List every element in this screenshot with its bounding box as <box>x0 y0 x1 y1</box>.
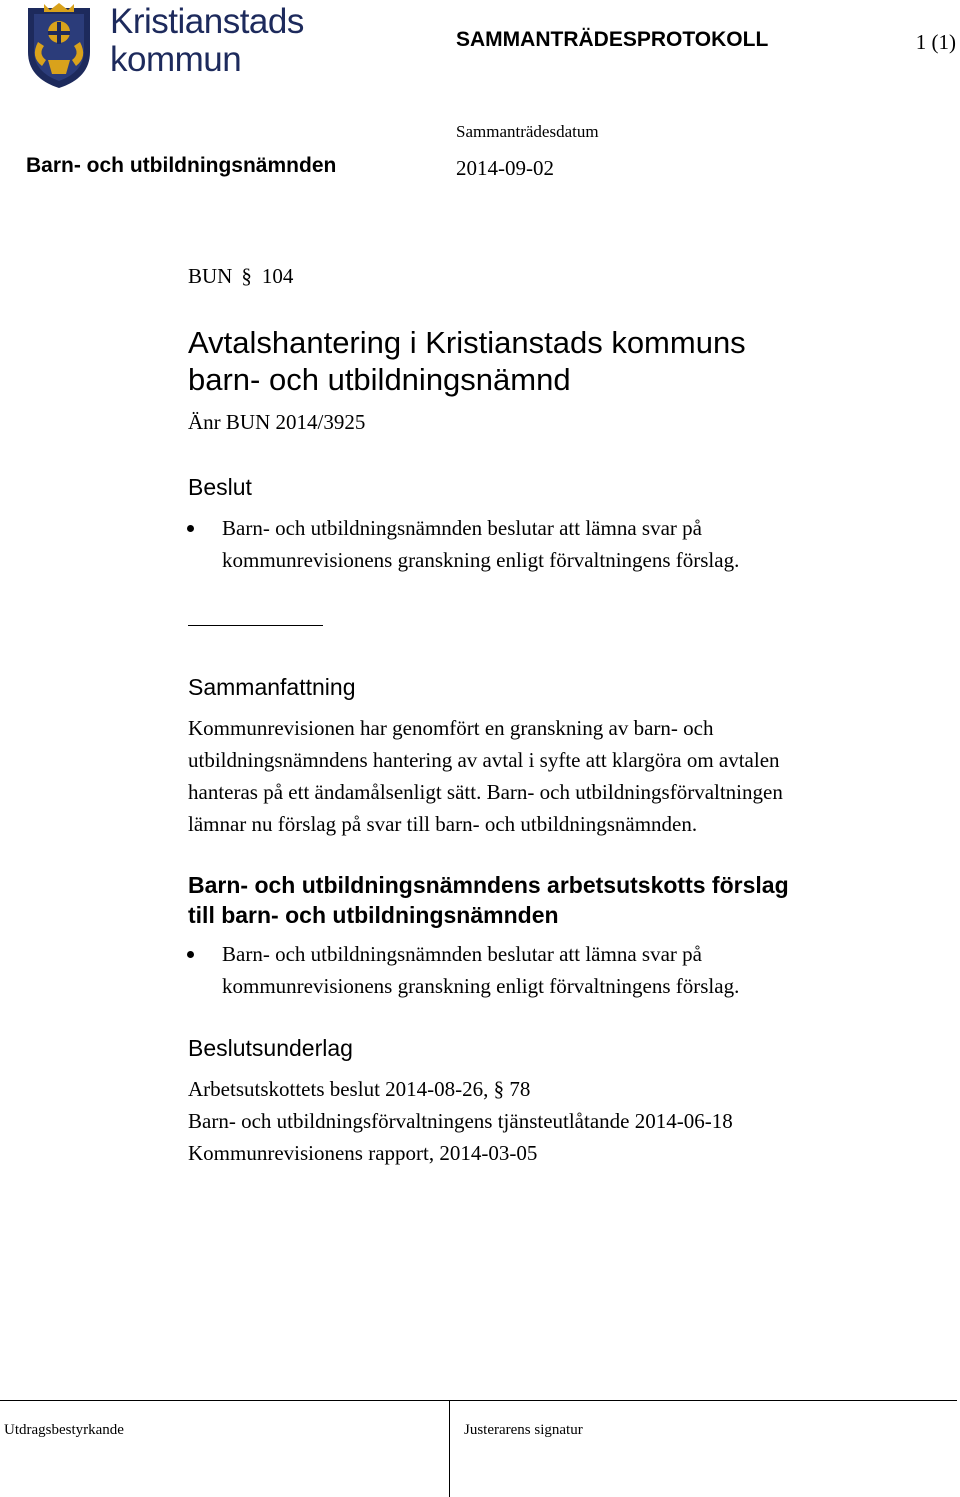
summary-line: Kommunrevisionen har genomfört en granskning av barn- och <box>188 716 714 740</box>
basis-item: Kommunrevisionens rapport, 2014-03-05 <box>188 1141 538 1165</box>
meeting-date-label: Sammanträdesdatum <box>456 122 599 141</box>
proposal-heading-line2: till barn- och utbildningsnämnden <box>188 902 559 928</box>
summary-line: lämnar nu förslag på svar till barn- och utbildningsnämnden. <box>188 812 698 836</box>
page-title <box>188 324 888 398</box>
proposal-bullet-line1: Barn- och utbildningsnämnden beslutar att lämna svar på <box>222 942 702 966</box>
decision-bullet-line1: Barn- och utbildningsnämnden beslutar att lämna svar på <box>222 516 702 540</box>
decision-bullet-line2: kommunrevisionens granskning enligt förvaltningens förslag. <box>222 548 740 572</box>
meeting-date: 2014-09-02 <box>456 156 554 180</box>
paragraph-number: 104 <box>261 264 294 288</box>
document-type: SAMMANTRÄDESPROTOKOLL <box>456 28 769 51</box>
proposal-heading-line1: Barn- och utbildningsnämndens arbetsutskotts förslag <box>188 872 789 898</box>
paragraph-id <box>188 264 888 289</box>
footer-divider <box>449 1400 450 1497</box>
basis-item: Arbetsutskottets beslut 2014-08-26, § 78 <box>188 1077 531 1101</box>
page-title-line2: barn- och utbildningsnämnd <box>188 362 571 397</box>
basis-item: Barn- och utbildningsförvaltningens tjänsteutlåtande 2014-06-18 <box>188 1109 733 1133</box>
summary-text <box>188 712 908 840</box>
coat-of-arms-icon <box>20 2 98 90</box>
municipality-logo <box>20 2 310 90</box>
footer-rule <box>0 1400 957 1401</box>
summary-heading: Sammanfattning <box>188 674 356 700</box>
registration-number: Änr BUN 2014/3925 <box>188 410 366 434</box>
proposal-bullet-line2: kommunrevisionens granskning enligt förvaltningens förslag. <box>222 974 740 998</box>
bullet-dot-icon <box>187 951 194 958</box>
logo-wordmark-line1: Kristianstads <box>110 2 304 41</box>
separator-line <box>188 625 323 626</box>
page-title-line1: Avtalshantering i Kristianstads kommuns <box>188 325 746 360</box>
logo-wordmark-line2: kommun <box>110 40 242 79</box>
summary-line: hanteras på ett ändamålsenligt sätt. Barn- och utbildningsförvaltningen <box>188 780 783 804</box>
section-symbol: § <box>241 264 252 288</box>
decision-heading: Beslut <box>188 474 252 500</box>
footer-certification-label: Utdragsbestyrkande <box>4 1422 124 1438</box>
proposal-bullet <box>187 938 907 1002</box>
basis-list <box>188 1073 908 1169</box>
decision-bullet <box>187 512 907 576</box>
page-number: 1 (1) <box>915 30 956 54</box>
summary-line: utbildningsnämndens hantering av avtal i syfte att klargöra om avtalen <box>188 748 780 772</box>
proposal-heading <box>188 870 928 930</box>
committee-name: Barn- och utbildningsnämnden <box>26 154 337 177</box>
bullet-dot-icon <box>187 525 194 532</box>
paragraph-prefix: BUN <box>188 264 233 288</box>
footer-signature-label: Justerarens signatur <box>464 1422 583 1438</box>
basis-heading: Beslutsunderlag <box>188 1035 353 1061</box>
